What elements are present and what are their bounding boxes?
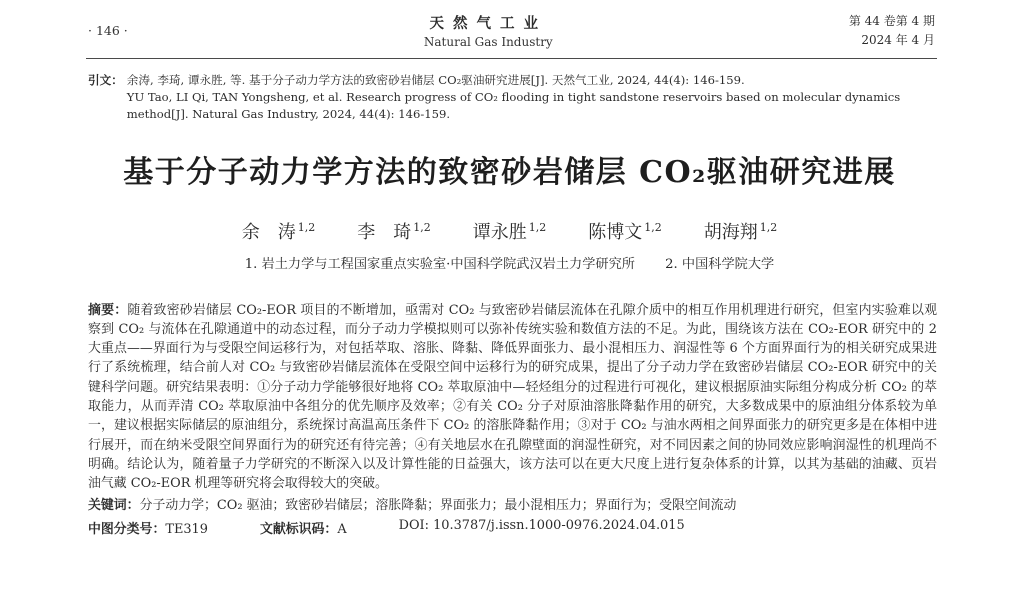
issue-info xyxy=(849,12,935,49)
author-list xyxy=(0,218,1019,244)
author xyxy=(588,218,662,244)
header-divider xyxy=(86,58,937,59)
affiliation-2: 2. 中国科学院大学 xyxy=(665,256,775,272)
classification-line xyxy=(88,518,937,537)
author xyxy=(242,218,316,244)
author-affil-sup: 1,2 xyxy=(759,220,778,234)
author-name: 谭永胜 xyxy=(472,221,527,243)
author xyxy=(473,218,547,244)
page-header xyxy=(0,0,1019,49)
abstract-paragraph xyxy=(88,301,937,494)
author xyxy=(357,218,431,244)
keywords-text: 分子动力学；CO₂ 驱油；致密砂岩储层；溶胀降黏；界面张力；最小混相压力；界面行为；受限空间流动 xyxy=(139,497,737,513)
abstract-text: 随着致密砂岩储层 CO₂-EOR 项目的不断增加，亟需对 CO₂ 与致密砂岩储层流体在孔隙介质中的相互作用机理进行研究，但室内实验难以观察到 CO₂ 与流体在孔隙通道中的动态过程，而分子动力学模拟则可以弥补传统实验和数值方法的不足。为此，围绕该方法在 CO₂-EOR 研究中的 2 大重点——界面行为与受限空间运移行为，对包括萃取、溶胀、降黏、降低界面张力、最小混相压力、润湿性等 6 个方面界面行为的相关研究成果进行了系统梳理，结合前人对 CO₂ 与致密砂岩储层流体在受限空间中运移行为的研究成果，提出了分子动力学在致密砂岩储层 CO₂-EOR 研究中的关键科学问题。研究结果表明：①分子动力学能够很好地将 CO₂ 萃取原油中—轻烃组分的过程进行可视化，建议根据原油实际组分构成分析 CO₂ 的萃取能力，从而弄清 CO₂ 萃取原油中各组分的优先顺序及效率；②有关 CO₂ 分子对原油溶胀降黏作用的研究，大多数成果中的原油组分体系较为单一，建议根据实际储层的原油组分，系统探讨高温高压条件下 CO₂ 的溶胀降黏作用；③对于 CO₂ 与油水两相之间界面张力的研究更多是在体相中进行展开，而在纳米受限空间界面行为的研究还有待完善；④有关地层水在孔隙壁面的润湿性研究，对不同因素之间的协同效应影响润湿性的机理尚不明确。结论认为，随着量子力学研究的不断深入以及计算性能的日益强大，该方法可以在更大尺度上进行复杂体系的计算，以其为基础的油藏、页岩油气藏 CO₂-EOR 机理等研究将会取得较大的突破。 xyxy=(88,302,938,492)
clc-value: TE319 xyxy=(165,521,208,537)
doi-label: DOI: xyxy=(398,517,429,533)
doi-item xyxy=(399,518,685,537)
citation-label: 引文： xyxy=(88,73,123,88)
affiliation-line xyxy=(0,253,1019,272)
keywords-line xyxy=(88,496,937,515)
citation-body xyxy=(127,72,939,122)
clc-item xyxy=(88,518,208,537)
author-name: 胡海翔 xyxy=(703,221,758,243)
author-affil-sup: 1,2 xyxy=(644,220,662,234)
citation-chinese: 余涛, 李琦, 谭永胜, 等. 基于分子动力学方法的致密砂岩储层 CO₂驱油研究进展[J]. 天然气工业, 2024, 44(4): 146-159. xyxy=(126,73,745,88)
keywords-label: 关键词： xyxy=(88,497,140,513)
journal-title-en: Natural Gas Industry xyxy=(423,35,553,49)
abstract-label: 摘要： xyxy=(88,302,128,318)
doc-code-label: 文献标识码： xyxy=(259,521,338,537)
journal-masthead xyxy=(424,12,553,49)
issue-volume: 第 44 卷第 4 期 xyxy=(848,14,935,28)
doc-code-item xyxy=(260,518,347,537)
author-affil-sup: 1,2 xyxy=(413,220,431,234)
author-affil-sup: 1,2 xyxy=(297,220,316,234)
doc-code-value: A xyxy=(337,521,347,537)
author xyxy=(704,218,778,244)
citation-english: YU Tao, LI Qi, TAN Yongsheng, et al. Research progress of CO₂ flooding in tight sandstone reservoirs based on molecular dynamics method[J]. Natural Gas Industry, 2024, 44(4): 146-159. xyxy=(126,89,901,121)
article-title: 基于分子动力学方法的致密砂岩储层 CO₂驱油研究进展 xyxy=(123,154,896,190)
doi-value: 10.3787/j.issn.1000-0976.2024.04.015 xyxy=(433,517,685,533)
affiliation-1: 1. 岩土力学与工程国家重点实验室·中国科学院武汉岩土力学研究所 xyxy=(244,256,635,272)
journal-title-cn: 天然气工业 xyxy=(429,15,548,32)
author-name: 陈博文 xyxy=(588,221,643,243)
author-name: 余 涛 xyxy=(241,221,296,243)
author-affil-sup: 1,2 xyxy=(528,220,547,234)
author-name: 李 琦 xyxy=(357,221,412,243)
citation-block xyxy=(88,72,939,122)
page-number: · 146 · xyxy=(88,23,128,39)
clc-label: 中图分类号： xyxy=(88,521,166,537)
issue-date: 2024 年 4 月 xyxy=(861,32,935,47)
